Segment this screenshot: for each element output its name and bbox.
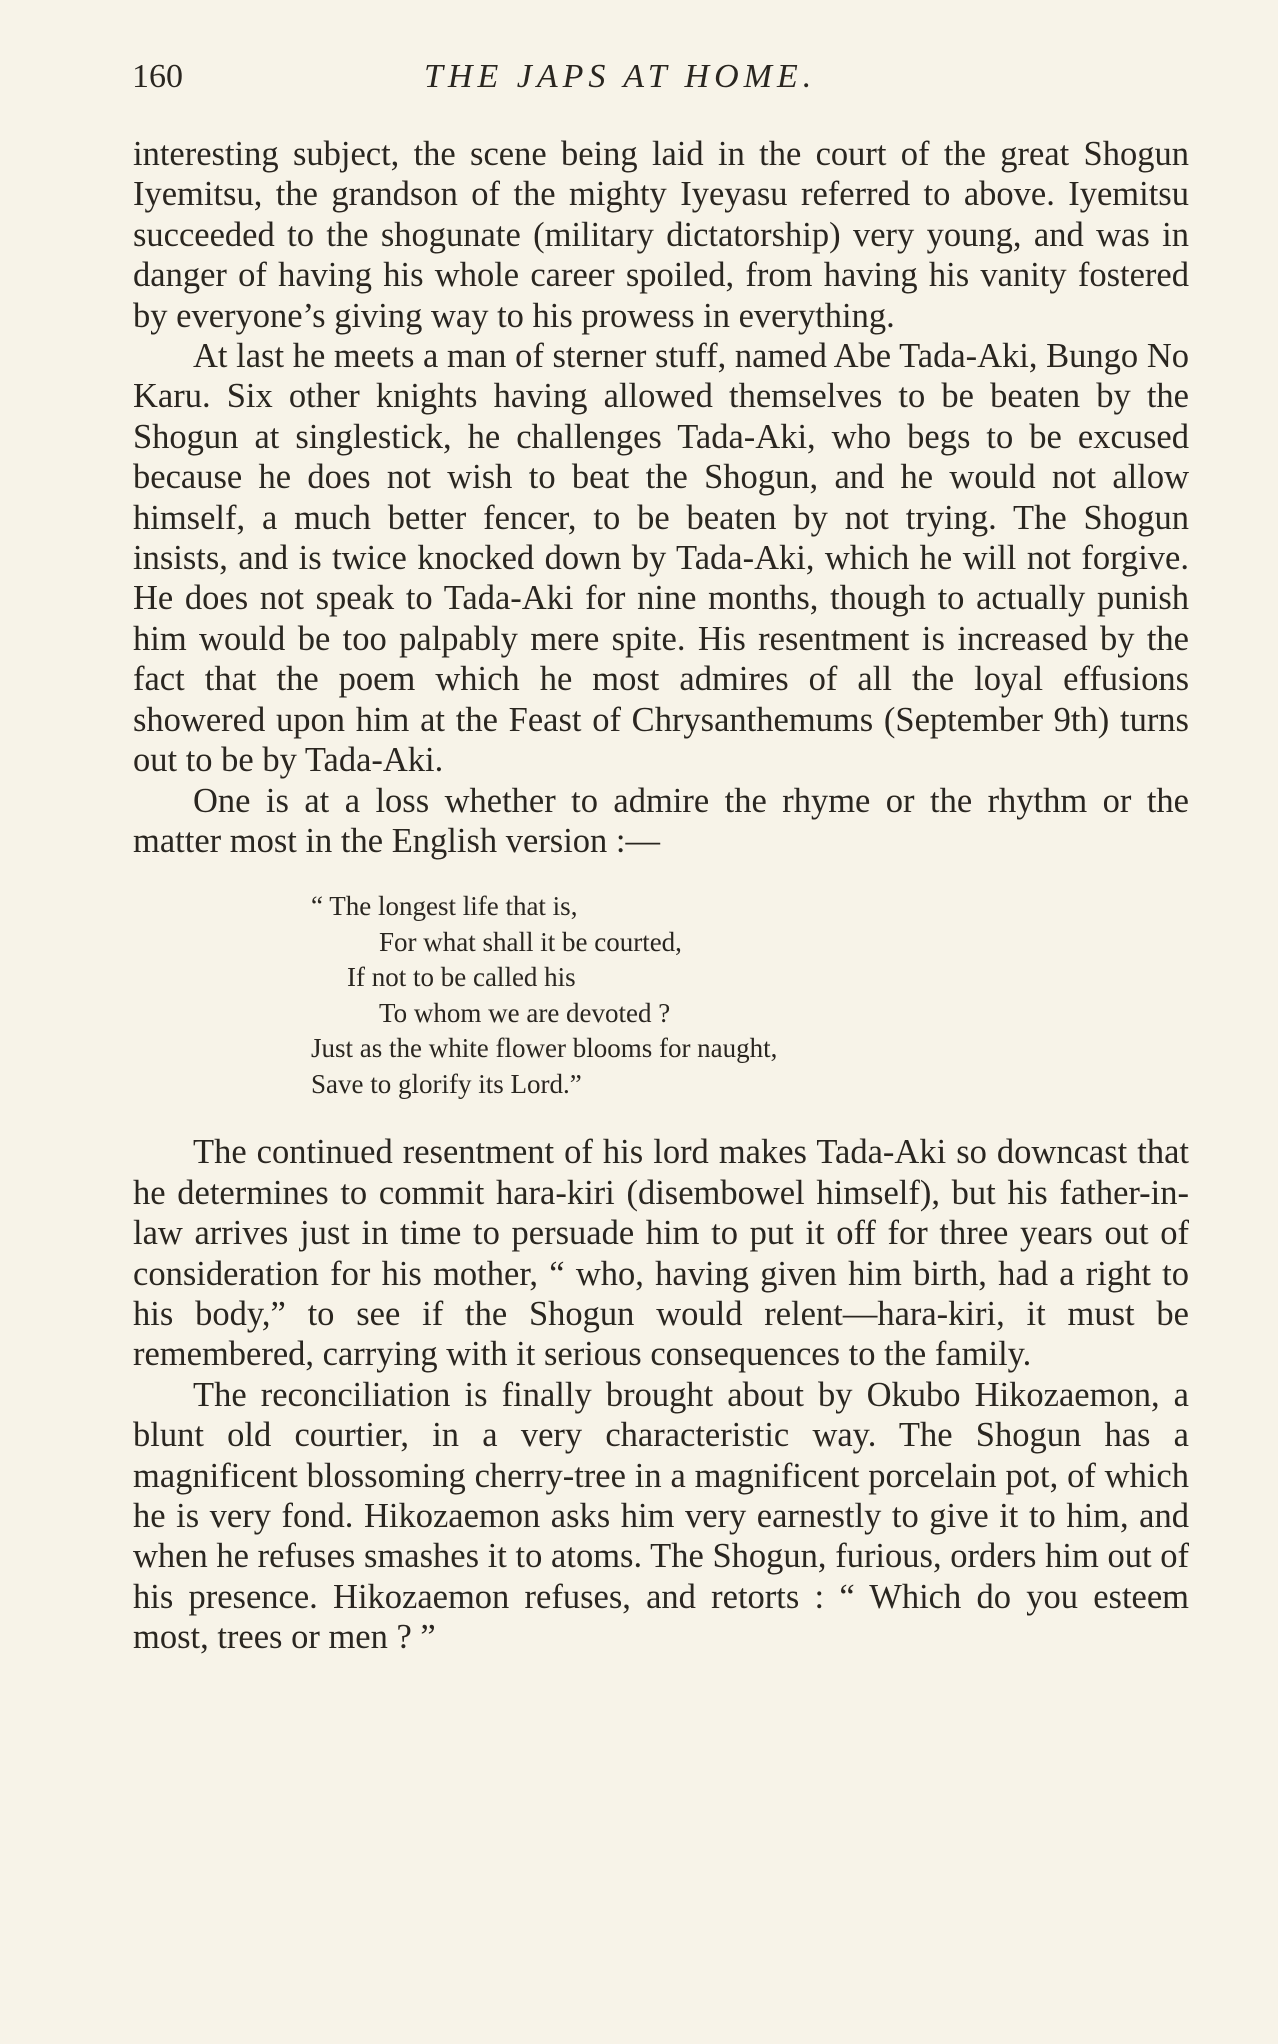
running-head [132, 58, 1182, 108]
page-number: 160 [132, 58, 183, 95]
running-title: THE JAPS AT HOME. [424, 58, 817, 95]
poem-line: “ The longest life that is, [311, 891, 578, 922]
poem [311, 889, 1189, 1102]
poem-line: Save to glorify its Lord.” [311, 1068, 582, 1099]
body-text [133, 134, 1189, 1658]
paragraph-english-version: One is at a loss whether to admire the rhyme or the rhythm or the matter most in the English version :— [133, 781, 1189, 860]
poem-line: Just as the white flower blooms for naught, [311, 1033, 778, 1064]
paragraph-hara-kiri: The continued resentment of his lord makes Tada-Aki so downcast that he determines to commit hara-kiri (disembowel himself), but his father-in-law arrives just in time to persuade him to put it off for three years out of consideration for his mother, “ who, having given him birth, had a right to his body,” to see if the Shogun would relent—hara-kiri, it must be remembered, carrying with it serious consequences to the family. [133, 1133, 1189, 1374]
paragraph-reconciliation: The reconciliation is finally brought about by Okubo Hikozaemon, a blunt old courtier, in a very characteristic way. The Shogun has a magnificent blossoming cherry-tree in a magnificent porcelain pot, of which he is very fond. Hikozaemon asks him very earnestly to give it to him, and when he refuses smashes it to atoms. The Shogun, furious, orders him out of his presence. Hikozaemon refuses, and retorts : “ Which do you esteem most, trees or men ? ” [133, 1375, 1189, 1657]
paragraph-continuation: interesting subject, the scene being laid in the court of the great Shogun Iyemitsu, the grandson of the mighty Iyeyasu referred to above. Iyemitsu succeeded to the shogunate (military dictatorship) very young, and was in danger of having his whole career spoiled, from having his vanity fostered by everyone’s giving way to his prowess in everything. [133, 135, 1189, 335]
poem-line: For what shall it be courted, [379, 926, 682, 957]
poem-line: To whom we are devoted ? [379, 997, 671, 1028]
poem-line: If not to be called his [347, 962, 576, 993]
paragraph-tada-aki: At last he meets a man of sterner stuff, named Abe Tada-Aki, Bungo No Karu. Six other knights having allowed themselves to be beaten by the Shogun at singlestick, he challenges Tada-Aki, who begs to be excused because he does not wish to beat the Shogun, and he would not allow himself, a much better fencer, to be beaten by not trying. The Shogun insists, and is twice knocked down by Tada-Aki, which he will not forgive. He does not speak to Tada-Aki for nine months, though to actually punish him would be too palpably mere spite. His resentment is increased by the fact that the poem which he most admires of all the loyal effusions showered upon him at the Feast of Chrysanthemums (September 9th) turns out to be by Tada-Aki. [133, 337, 1189, 780]
